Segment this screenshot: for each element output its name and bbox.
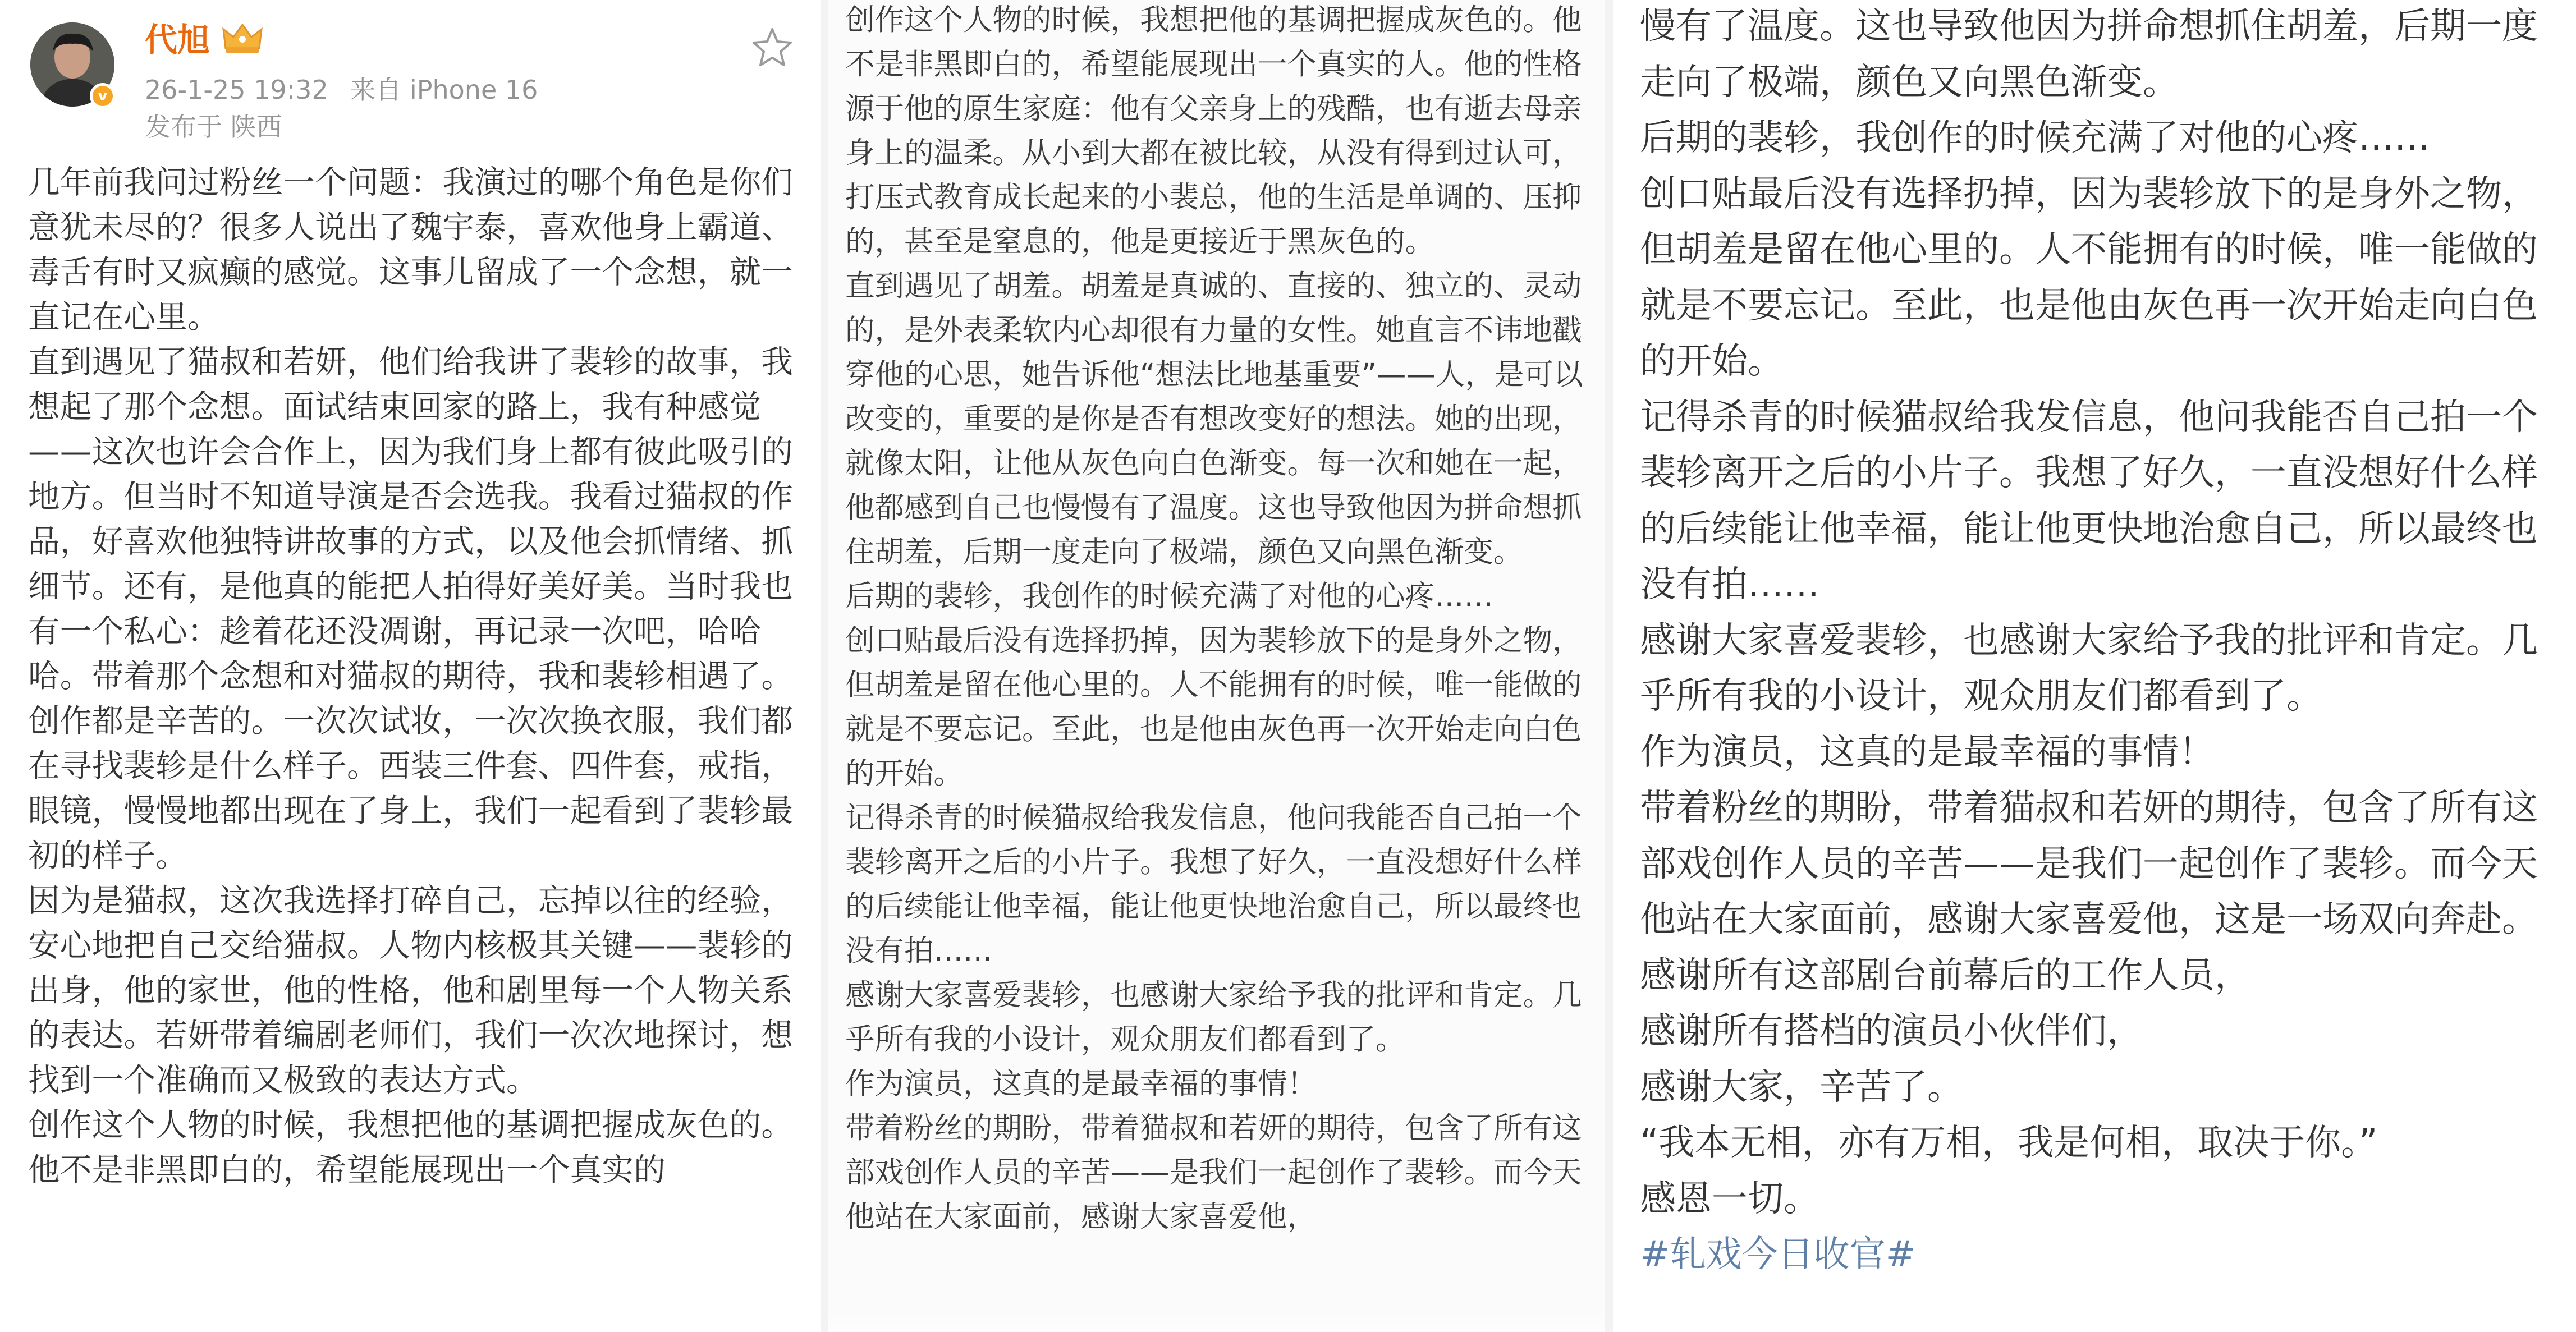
- post-meta: [145, 73, 538, 107]
- star-icon[interactable]: [750, 25, 795, 70]
- post-header: [0, 0, 821, 151]
- hashtag-link[interactable]: #轧戏今日收官#: [1640, 1234, 1916, 1275]
- post-body-text-ending: [1640, 0, 2572, 1283]
- post-source: 来自 iPhone 16: [350, 75, 538, 105]
- post-body-ending-text: 慢有了温度。这也导致他因为拼命想抓住胡羞，后期一度走向了极端，颜色又向黑色渐变。 后期的裴轸，我创作的时候充满了对他的心疼…… 创口贴最后没有选择扔掉，因为裴轸放下的是身外之物，但胡羞是留在他心里的。人不能拥有的时候，唯一能做的就是不要忘记。至此，也是他由灰色再一次开始走向白色的开始。 记得杀青的时候猫叔给我发信息，他问我能否自己拍一个裴轸离开之后的小片子。我想了好久，一直没想好什么样的后续能让他幸福，能让他更快地治愈自己，所以最终也没有拍…… 感谢大家喜爱裴轸，也感谢大家给予我的批评和肯定。几乎所有我的小设计，观众朋友们都看到了。 作为演员，这真的是最幸福的事情！ 带着粉丝的期盼，带着猫叔和若妍的期待，包含了所有这部戏创作人员的辛苦——是我们一起创作了裴轸。而今天他站在大家面前，感谢大家喜爱他，这是一场双向奔赴。 感谢所有这部剧台前幕后的工作人员， 感谢所有搭档的演员小伙伴们， 感谢大家，辛苦了。 “我本无相，亦有万相，我是何相，取决于你。” 感恩一切。: [1640, 6, 2538, 1220]
- verified-badge-icon: v: [90, 83, 116, 109]
- author-name[interactable]: 代旭: [145, 21, 210, 59]
- screenshot-panel-3: [1613, 0, 2576, 1332]
- bottom-fade: [828, 1310, 1605, 1332]
- post-timestamp: 26-1-25 19:32: [145, 75, 328, 105]
- post-location: 发布于 陕西: [145, 112, 282, 142]
- panel-divider: [821, 0, 828, 1332]
- post-body-text-continued: 创作这个人物的时候，我想把他的基调把握成灰色的。他不是非黑即白的，希望能展现出一个真实的人。他的性格源于他的原生家庭：他有父亲身上的残酷，也有逝去母亲身上的温柔。从小到大都在被比较，从没有得到过认可，打压式教育成长起来的小裴总，他的生活是单调的、压抑的，甚至是窒息的，他是更接近于黑灰色的。 直到遇见了胡羞。胡羞是真诚的、直接的、独立的、灵动的，是外表柔软内心却很有力量的女性。她直言不讳地戳穿他的心思，她告诉他“想法比地基重要”——人，是可以改变的，重要的是你是否有想改变好的想法。她的出现，就像太阳，让他从灰色向白色渐变。每一次和她在一起，他都感到自己也慢慢有了温度。这也导致他因为拼命想抓住胡羞，后期一度走向了极端，颜色又向黑色渐变。 后期的裴轸，我创作的时候充满了对他的心疼…… 创口贴最后没有选择扔掉，因为裴轸放下的是身外之物，但胡羞是留在他心里的。人不能拥有的时候，唯一能做的就是不要忘记。至此，也是他由灰色再一次开始走向白色的开始。 记得杀青的时候猫叔给我发信息，他问我能否自己拍一个裴轸离开之后的小片子。我想了好久，一直没想好什么样的后续能让他幸福，能让他更快地治愈自己，所以最终也没有拍…… 感谢大家喜爱裴轸，也感谢大家给予我的批评和肯定。几乎所有我的小设计，观众朋友们都看到了。 作为演员，这真的是最幸福的事情！ 带着粉丝的期盼，带着猫叔和若妍的期待，包含了所有这部戏创作人员的辛苦——是我们一起创作了裴轸。而今天他站在大家面前，感谢大家喜爱他，: [845, 3, 1583, 1234]
- crown-icon: [220, 20, 265, 56]
- panel-divider: [1605, 0, 1613, 1332]
- post-body-text: 几年前我问过粉丝一个问题：我演过的哪个角色是你们意犹未尽的？很多人说出了魏宇泰，喜欢他身上霸道、毒舌有时又疯癫的感觉。这事儿留成了一个念想，就一直记在心里。 直到遇见了猫叔和若妍，他们给我讲了裴轸的故事，我想起了那个念想。面试结束回家的路上，我有种感觉——这次也许会合作上，因为我们身上都有彼此吸引的地方。但当时不知道导演是否会选我。我看过猫叔的作品，好喜欢他独特讲故事的方式，以及他会抓情绪、抓细节。还有，是他真的能把人拍得好美好美。当时我也有一个私心：趁着花还没凋谢，再记录一次吧，哈哈哈。带着那个念想和对猫叔的期待，我和裴轸相遇了。 创作都是辛苦的。一次次试妆，一次次换衣服，我们都在寻找裴轸是什么样子。西装三件套、四件套，戒指，眼镜，慢慢地都出现在了身上，我们一起看到了裴轸最初的样子。 因为是猫叔，这次我选择打碎自己，忘掉以往的经验，安心地把自己交给猫叔。人物内核极其关键——裴轸的出身，他的家世，他的性格，他和剧里每一个人物关系的表达。若妍带着编剧老师们，我们一次次地探讨，想找到一个准确而又极致的表达方式。 创作这个人物的时候，我想把他的基调把握成灰色的。他不是非黑即白的，希望能展现出一个真实的: [28, 164, 794, 1188]
- screenshot-panel-1: [0, 0, 821, 1332]
- screenshot-panel-2: [828, 0, 1605, 1332]
